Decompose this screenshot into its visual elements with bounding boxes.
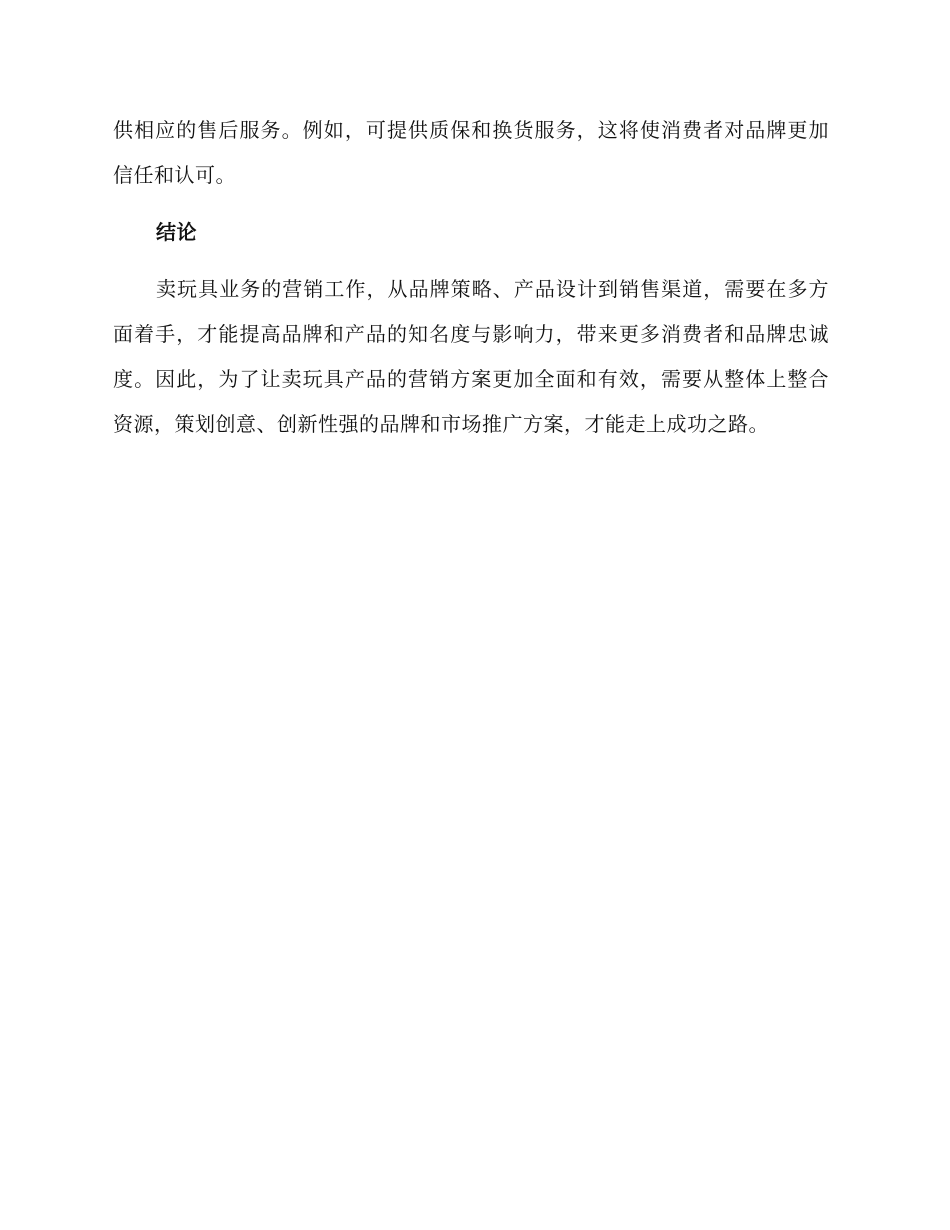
document-body xyxy=(113,108,829,447)
heading-conclusion: 结论 xyxy=(156,220,197,244)
paragraph-conclusion: 卖玩具业务的营销工作，从品牌策略、产品设计到销售渠道，需要在多方面着手，才能提高品牌和产品的知名度与影响力，带来更多消费者和品牌忠诚度。因此，为了让卖玩具产品的营销方案更加全面和有效，需要从整体上整合资源，策划创意、创新性强的品牌和市场推广方案，才能走上成功之路。 xyxy=(113,277,829,436)
paragraph-after-sales: 供相应的售后服务。例如，可提供质保和换货服务，这将使消费者对品牌更加信任和认可。 xyxy=(113,118,829,187)
